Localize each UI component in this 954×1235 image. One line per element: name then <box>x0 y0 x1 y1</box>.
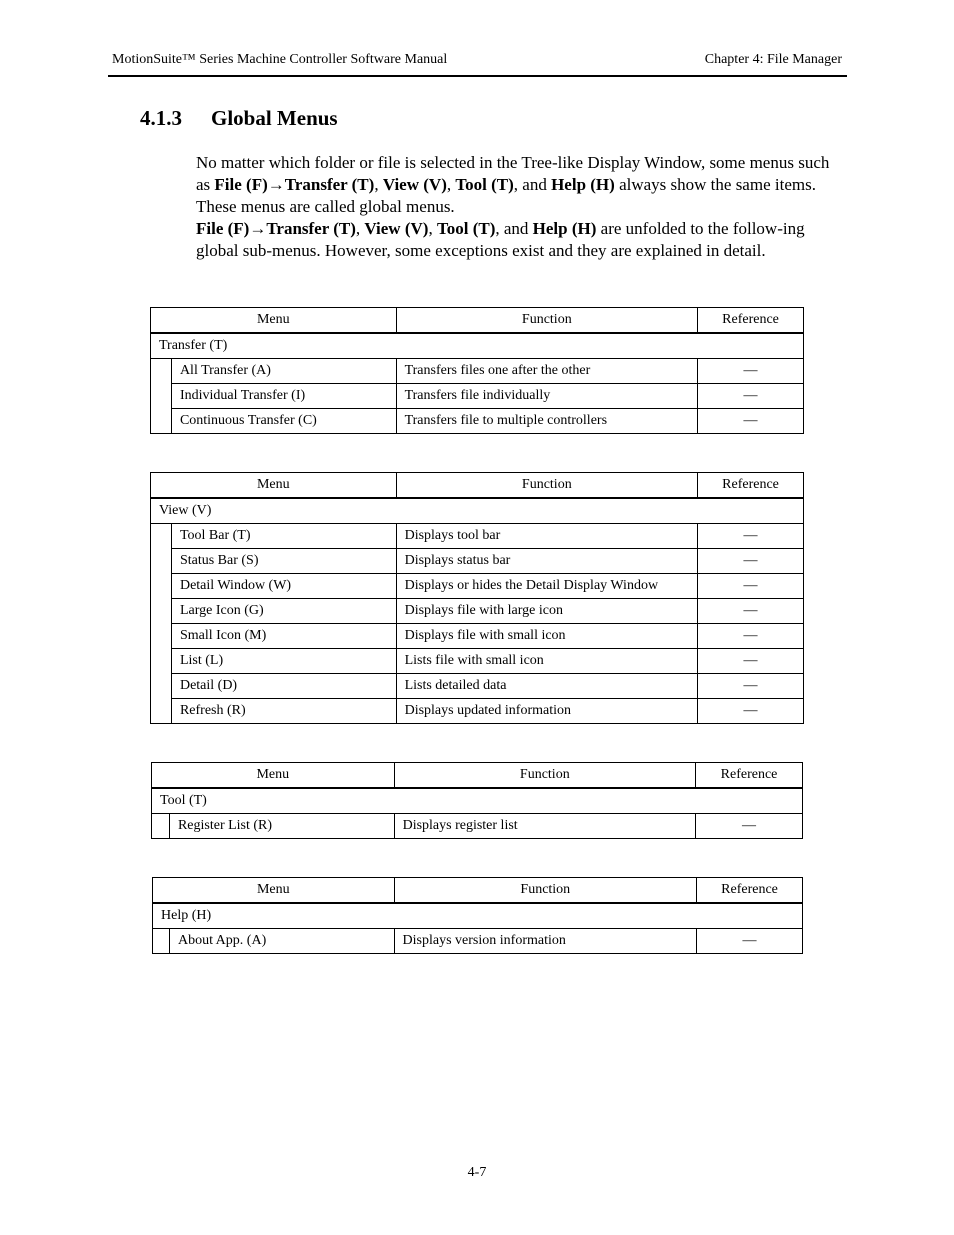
table-header-row <box>152 763 803 789</box>
indent-cell <box>151 674 172 699</box>
function-cell: Lists detailed data <box>396 674 697 699</box>
table-row <box>151 674 804 699</box>
function-cell: Displays status bar <box>396 549 697 574</box>
table-header-row <box>153 878 803 904</box>
function-cell: Transfers file individually <box>396 384 697 409</box>
table-header-row <box>151 308 804 334</box>
table-row <box>152 814 803 839</box>
function-cell: Displays tool bar <box>396 524 697 549</box>
menu-cell: Individual Transfer (I) <box>171 384 396 409</box>
reference-column-header: Reference <box>697 878 803 904</box>
text-run: , and <box>495 219 533 238</box>
reference-column-header: Reference <box>698 308 804 334</box>
menu-cell: All Transfer (A) <box>171 359 396 384</box>
function-cell: Displays register list <box>394 814 695 839</box>
menu-cell: Large Icon (G) <box>171 599 396 624</box>
indent-cell <box>153 929 170 954</box>
text-run: , <box>374 175 383 194</box>
table-row <box>153 929 803 954</box>
menu-cell: List (L) <box>171 649 396 674</box>
section-heading <box>140 106 338 131</box>
reference-cell: — <box>698 699 804 724</box>
function-column-header: Function <box>394 878 697 904</box>
header-rule <box>108 75 847 77</box>
function-cell: Transfers file to multiple controllers <box>396 409 697 434</box>
group-label: Tool (T) <box>152 788 803 814</box>
bold-run: Help (H) <box>551 175 615 194</box>
menu-cell: Detail Window (W) <box>171 574 396 599</box>
tool-menu-table <box>151 762 803 839</box>
table-row <box>151 574 804 599</box>
group-row <box>152 788 803 814</box>
table-row <box>151 599 804 624</box>
section-title: Global Menus <box>211 106 338 130</box>
bold-run: View (V) <box>364 219 429 238</box>
running-header-title: MotionSuite™ Series Machine Controller Software Manual <box>112 52 448 67</box>
group-row <box>153 903 803 929</box>
function-column-header: Function <box>396 308 697 334</box>
text-run: , <box>428 219 437 238</box>
group-label: Transfer (T) <box>151 333 804 359</box>
table-row <box>151 699 804 724</box>
bold-run: Help (H) <box>532 219 597 238</box>
text-run: always show the same items. These menus are called global menus. <box>196 175 816 216</box>
table-row <box>151 649 804 674</box>
menu-column-header: Menu <box>151 473 397 499</box>
group-row <box>151 333 804 359</box>
reference-cell: — <box>698 409 804 434</box>
table-row <box>151 384 804 409</box>
function-cell: Displays updated information <box>396 699 697 724</box>
group-label: View (V) <box>151 498 804 524</box>
section-number: 4.1.3 <box>140 106 182 130</box>
reference-cell: — <box>698 524 804 549</box>
table-row <box>151 624 804 649</box>
text-run: , <box>355 219 365 238</box>
page-number: 4-7 <box>467 1165 487 1180</box>
indent-cell <box>151 699 172 724</box>
menu-cell: Detail (D) <box>171 674 396 699</box>
help-menu-table <box>152 877 803 954</box>
reference-cell: — <box>698 549 804 574</box>
text-run: are unfolded to the follow-ing global sub-menus. However, some exceptions exist and they are explained in detail. <box>196 219 805 260</box>
indent-cell <box>151 599 172 624</box>
function-cell: Lists file with small icon <box>396 649 697 674</box>
table-row <box>151 359 804 384</box>
reference-column-header: Reference <box>698 473 804 499</box>
indent-cell <box>151 624 172 649</box>
function-cell: Displays or hides the Detail Display Window <box>396 574 697 599</box>
menu-cell: Small Icon (M) <box>171 624 396 649</box>
reference-cell: — <box>698 649 804 674</box>
bold-run: View (V) <box>382 175 447 194</box>
bold-run: File (F)→Transfer (T) <box>214 175 375 194</box>
menu-cell: Status Bar (S) <box>171 549 396 574</box>
table-row <box>151 409 804 434</box>
group-label: Help (H) <box>153 903 803 929</box>
text-run: , and <box>513 175 552 194</box>
menu-column-header: Menu <box>152 763 395 789</box>
transfer-menu-table <box>150 307 804 434</box>
reference-cell: — <box>698 574 804 599</box>
reference-cell: — <box>698 359 804 384</box>
intro-paragraph-1 <box>196 152 846 218</box>
menu-cell: About App. (A) <box>169 929 394 954</box>
reference-cell: — <box>698 624 804 649</box>
menu-cell: Register List (R) <box>169 814 394 839</box>
reference-cell: — <box>698 384 804 409</box>
indent-cell <box>151 524 172 549</box>
indent-cell <box>151 574 172 599</box>
bold-run: Tool (T) <box>436 219 496 238</box>
indent-cell <box>151 649 172 674</box>
reference-cell: — <box>696 814 803 839</box>
running-header-chapter: Chapter 4: File Manager <box>704 52 842 67</box>
reference-cell: — <box>698 599 804 624</box>
table-header-row <box>151 473 804 499</box>
reference-column-header: Reference <box>696 763 803 789</box>
indent-cell <box>151 549 172 574</box>
bold-run: Tool (T) <box>455 175 514 194</box>
view-menu-table <box>150 472 804 724</box>
function-cell: Transfers files one after the other <box>396 359 697 384</box>
text-run: No matter which folder or file is selected in the Tree-like Display Window, some menus such as <box>196 153 830 194</box>
reference-cell: — <box>697 929 803 954</box>
table-row <box>151 524 804 549</box>
indent-cell <box>152 814 170 839</box>
menu-cell: Tool Bar (T) <box>171 524 396 549</box>
function-cell: Displays file with large icon <box>396 599 697 624</box>
group-row <box>151 498 804 524</box>
bold-run: File (F)→Transfer (T) <box>196 219 356 238</box>
function-cell: Displays version information <box>394 929 697 954</box>
intro-text <box>196 152 846 262</box>
intro-paragraph-2 <box>196 218 846 262</box>
function-column-header: Function <box>394 763 695 789</box>
indent-cell <box>151 409 172 434</box>
menu-cell: Refresh (R) <box>171 699 396 724</box>
menu-cell: Continuous Transfer (C) <box>171 409 396 434</box>
reference-cell: — <box>698 674 804 699</box>
function-column-header: Function <box>396 473 697 499</box>
function-cell: Displays file with small icon <box>396 624 697 649</box>
text-run: , <box>446 175 456 194</box>
menu-column-header: Menu <box>151 308 397 334</box>
table-row <box>151 549 804 574</box>
indent-cell <box>151 384 172 409</box>
menu-column-header: Menu <box>153 878 395 904</box>
indent-cell <box>151 359 172 384</box>
